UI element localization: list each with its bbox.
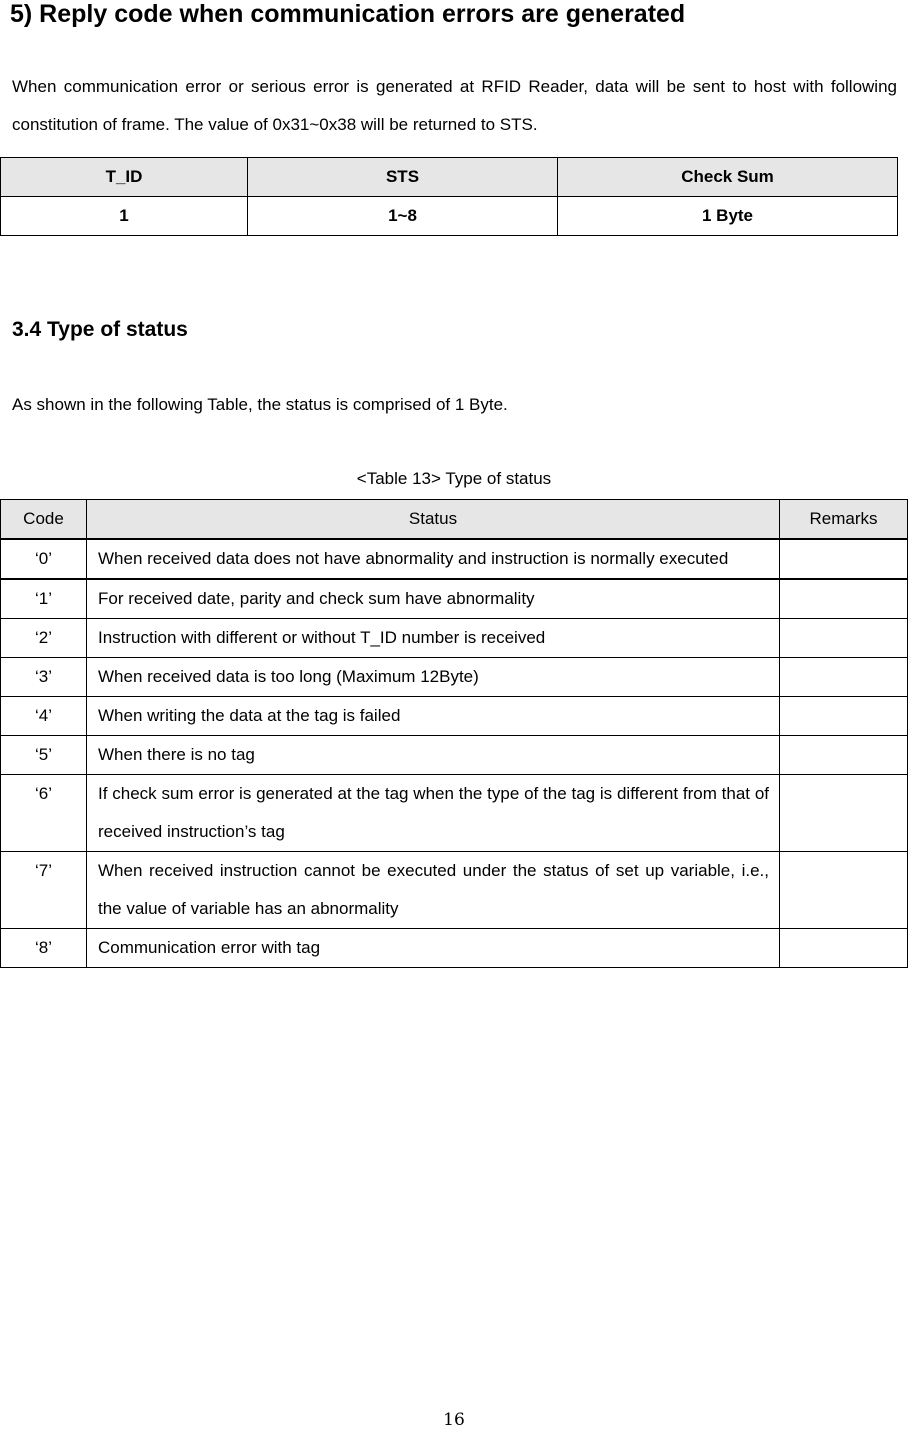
- status-table-header-row: [1, 500, 908, 540]
- row-code: ‘1’: [1, 579, 87, 619]
- row-code: ‘4’: [1, 697, 87, 736]
- table-row: [1, 697, 908, 736]
- section-3-4-heading: 3.4 Type of status: [12, 318, 188, 341]
- row-status: Communication error with tag: [87, 929, 780, 968]
- row-code: ‘3’: [1, 658, 87, 697]
- row-code: ‘2’: [1, 619, 87, 658]
- header-status: Status: [87, 500, 780, 540]
- section-5-heading: 5) Reply code when communication errors are generated: [10, 0, 686, 28]
- frame-header-tid: T_ID: [1, 158, 248, 197]
- frame-table-header-row: [1, 158, 898, 197]
- table-row: [1, 658, 908, 697]
- row-status: Instruction with different or without T_ID number is received: [87, 619, 780, 658]
- table-row: [1, 539, 908, 579]
- row-code: ‘6’: [1, 775, 87, 852]
- frame-table-value-row: [1, 197, 898, 236]
- row-code: ‘0’: [1, 539, 87, 579]
- table-row: [1, 852, 908, 929]
- row-remarks: [780, 619, 908, 658]
- status-table: [0, 499, 908, 968]
- table-row: [1, 579, 908, 619]
- row-status: If check sum error is generated at the tag when the type of the tag is different from that of received instruction’s tag: [87, 775, 780, 852]
- page-number: 16: [443, 1410, 465, 1430]
- row-status: For received date, parity and check sum have abnormality: [87, 579, 780, 619]
- row-remarks: [780, 697, 908, 736]
- frame-value-tid: 1: [1, 197, 248, 236]
- table-row: [1, 619, 908, 658]
- frame-value-sts: 1~8: [248, 197, 558, 236]
- section-5-paragraph: When communication error or serious error is generated at RFID Reader, data will be sent to host with following constitution of frame. The value of 0x31~0x38 will be returned to STS.: [12, 77, 897, 134]
- table-row: [1, 775, 908, 852]
- row-code: ‘5’: [1, 736, 87, 775]
- table-caption: <Table 13> Type of status: [356, 469, 552, 488]
- row-status: When writing the data at the tag is failed: [87, 697, 780, 736]
- header-code: Code: [1, 500, 87, 540]
- header-remarks: Remarks: [780, 500, 908, 540]
- row-remarks: [780, 539, 908, 579]
- row-remarks: [780, 929, 908, 968]
- row-remarks: [780, 658, 908, 697]
- frame-table: [0, 157, 898, 236]
- row-remarks: [780, 579, 908, 619]
- row-code: ‘7’: [1, 852, 87, 929]
- row-remarks: [780, 775, 908, 852]
- row-status: When received instruction cannot be executed under the status of set up variable, i.e., the value of variable has an abnormality: [87, 852, 780, 929]
- row-status: When received data does not have abnormality and instruction is normally executed: [87, 539, 780, 579]
- frame-header-sts: STS: [248, 158, 558, 197]
- table-row: [1, 736, 908, 775]
- row-status: When there is no tag: [87, 736, 780, 775]
- frame-value-checksum: 1 Byte: [558, 197, 898, 236]
- row-status: When received data is too long (Maximum 12Byte): [87, 658, 780, 697]
- row-remarks: [780, 852, 908, 929]
- frame-header-checksum: Check Sum: [558, 158, 898, 197]
- section-3-4-paragraph: As shown in the following Table, the status is comprised of 1 Byte.: [12, 395, 508, 414]
- row-remarks: [780, 736, 908, 775]
- row-code: ‘8’: [1, 929, 87, 968]
- table-row: [1, 929, 908, 968]
